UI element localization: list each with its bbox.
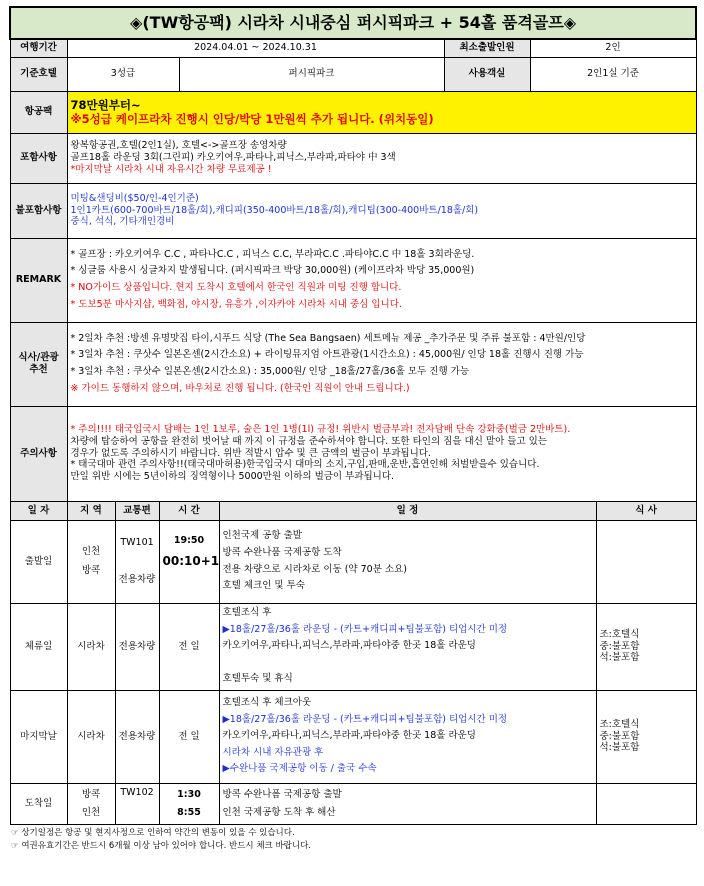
time-line: 8:55	[177, 806, 201, 818]
day-time: 전 일	[159, 690, 219, 783]
day-meal	[596, 783, 696, 824]
caution-line: * 태국대마 관련 주의사항!!(태국대마허용)한국입국시 대마의 소지,구입,판매,운반,흡연인해 처벌받을수 있습니다.	[70, 459, 540, 471]
meal-tour-label	[10, 322, 67, 406]
meal-line: 석:불포함	[599, 742, 640, 754]
footer-note: ☞ 상기일정은 항공 및 현지사정으로 인하여 약간의 변동이 있을 수 있습니다.	[11, 827, 295, 838]
day-time: 전 일	[159, 603, 219, 690]
meal-tour-label-line: 식사/관광	[18, 352, 59, 364]
itinerary-line: ▶수완나품 국제공항 이동 / 출국 수속	[222, 763, 377, 775]
caution-label: 주의사항	[10, 406, 67, 501]
itinerary-line: 카오키여우,파타나,피닉스,부라파,파타야중 한곳 18홀 라운딩	[222, 730, 476, 742]
day-region: 시라차	[67, 690, 115, 783]
region-line: 인천	[81, 806, 101, 818]
hotel-name: 퍼시픽파크	[179, 57, 444, 91]
col-header-itinerary: 일 정	[219, 501, 596, 520]
day-region: 시라차	[67, 603, 115, 690]
itinerary-line: ▶18홀/27홀/36홀 라운딩 - (카트+캐디피+팁불포함) 티업시간 미정	[222, 713, 508, 725]
meal-tour-line: ※ 가이드 동행하지 않으며, 바우처로 진행 됩니다. (한국인 직원이 안내 드립니다.)	[70, 382, 410, 394]
col-header-date: 일 자	[10, 501, 67, 520]
caution-line: * 주의!!!! 태국입국시 담배는 1인 1보루, 술은 1인 1병(1l) 규정! 위반시 벌금부과! 전자담배 단속 강화중(벌금 2만바트).	[70, 423, 571, 435]
meal-line: 중:불포함	[599, 640, 640, 652]
excluded-label: 불포함사항	[10, 183, 67, 238]
itinerary-table	[9, 6, 697, 825]
day-meal	[596, 520, 696, 603]
col-header-transport: 교통편	[115, 501, 159, 520]
min-departure-value: 2인	[530, 39, 696, 57]
itinerary-line: 전용 차량으로 시라차로 이동 (약 70분 소요)	[222, 563, 407, 575]
time-line: 1:30	[177, 789, 201, 801]
day-itinerary	[219, 783, 596, 824]
table-row	[10, 690, 696, 783]
included-box	[67, 133, 696, 183]
meal-line: 조:호텔식	[599, 628, 640, 640]
time-line: 19:50	[173, 535, 205, 547]
col-header-meal: 식 사	[596, 501, 696, 520]
table-row	[10, 783, 696, 824]
region-line: 방콕	[81, 564, 101, 576]
day-transport: TW102	[115, 783, 159, 824]
itinerary-line: 호텔 체크인 및 투숙	[222, 580, 305, 592]
excluded-line: 중식, 석식, 기타개인경비	[70, 216, 175, 228]
meal-tour-line: * 3일차 추천 : 쿠삿수 일본온센(2시간소요) + 라이팅뮤지엄 아트관광(1시간소요) : 45,000원/ 인당 18홀 진행시 진행 가능	[70, 349, 584, 361]
travel-period-value: 2024.04.01 ~ 2024.10.31	[67, 39, 444, 57]
col-header-region: 지 역	[67, 501, 115, 520]
meal-line: 석:불포함	[599, 652, 640, 664]
day-region	[67, 520, 115, 603]
itinerary-line: 인천국제 공항 출발	[222, 530, 302, 542]
remark-line: * 골프장 : 카오키여우 C.C , 파타나C.C , 피닉스 C.C, 부라파C.C .파타야C.C 中 18홀 3회라운딩.	[70, 248, 475, 260]
day-label: 마지막날	[10, 690, 67, 783]
caution-line: 차량에 탑승하여 공항을 완전히 벗어날 때 까지 이 규정을 준수하셔야 합니다. 또한 타인의 짐을 대신 맡아 들고 있는	[70, 435, 547, 447]
day-meal	[596, 603, 696, 690]
itinerary-line: 방콕 수완나폼 국제공항 출발	[222, 789, 342, 801]
airfare-note: ※5성급 케이프라차 진행시 인당/박당 1만원씩 추가 됩니다. (위치동일)	[70, 112, 434, 126]
day-time	[159, 783, 219, 824]
remark-box	[67, 238, 696, 322]
region-line: 방콕	[81, 789, 101, 801]
transport-line: TW101	[120, 537, 154, 549]
excluded-line: 미팅&샌딩비($50/인-4인기준)	[70, 192, 199, 204]
hotel-label: 기준호텔	[10, 57, 67, 91]
meal-line: 중:불포함	[599, 730, 640, 742]
day-label: 도착일	[10, 783, 67, 824]
day-transport	[115, 520, 159, 603]
meal-tour-label-line: 추천	[29, 364, 48, 375]
transport-line: 전용차량	[118, 573, 156, 585]
room-value: 2인1실 기준	[530, 57, 696, 91]
included-line: 골프18홀 라운딩 3회(그린피) 카오키여우,파타나,피닉스,부라파,파타야 中 3색	[70, 152, 396, 164]
airfare-price: 78만원부터~	[70, 97, 141, 112]
itinerary-line: 방콕 수완나품 국제공항 도착	[222, 546, 342, 558]
day-itinerary	[219, 690, 596, 783]
included-line: 왕복항공권,호텔(2인1실), 호텔<->골프장 송영차량	[70, 140, 287, 152]
table-row	[10, 520, 696, 603]
itinerary-line: 호텔조식 후	[222, 606, 272, 618]
caution-box	[67, 406, 696, 501]
day-meal	[596, 690, 696, 783]
airfare-box	[67, 91, 696, 133]
airfare-label: 항공팩	[10, 91, 67, 133]
itinerary-line: 시라차 시내 자유관광 후	[222, 746, 324, 758]
itinerary-line: 인천 국제공항 도착 후 해산	[222, 806, 336, 818]
table-row	[10, 603, 696, 690]
included-line: *마지막날 시라차 시내 자유시간 차량 무료제공 !	[70, 163, 272, 175]
col-header-time: 시 간	[159, 501, 219, 520]
excluded-line: 1인1카트(600-700바트/18홀/회),캐디피(350-400바트/18홀/회),캐디팁(300-400바트/18홀/회)	[70, 204, 479, 216]
excluded-box	[67, 183, 696, 238]
itinerary-line: ▶18홀/27홀/36홀 라운딩 - (카트+캐디피+팁불포함) 티업시간 미정	[222, 623, 508, 635]
day-transport: 전용차량	[115, 603, 159, 690]
day-label: 출발일	[10, 520, 67, 603]
day-itinerary	[219, 603, 596, 690]
time-line: 00:10+1	[162, 554, 220, 569]
page-title: ◈(TW항공팩) 시라차 시내중심 퍼시픽파크 + 54홀 품격골프◈	[10, 7, 696, 39]
remark-line: * 싱글룸 사용시 싱글차지 발생됩니다. (퍼시픽파크 박당 30,000원) (케이프라차 박당 35,000원)	[70, 265, 475, 277]
tour-itinerary-page	[9, 6, 695, 853]
day-label: 체류일	[10, 603, 67, 690]
region-line: 인천	[81, 546, 101, 558]
remark-line: * 도보5분 마사지샵, 백화점, 야시장, 유흥가 ,이자카야 시라차 시내 중심 입니다.	[70, 298, 402, 310]
hotel-grade: 3성급	[67, 57, 179, 91]
room-label: 사용객실	[444, 57, 530, 91]
footer-note: ☞ 여권유효기간은 반드시 6개월 이상 남아 있어야 합니다. 반드시 체크 바랍니다.	[11, 840, 311, 851]
footer-notes	[9, 827, 695, 853]
meal-tour-line: * 2일차 추천 :방센 유명맛집 타이,시푸드 식당 (The Sea Bangsaen) 세트메뉴 제공 _추가주문 및 주류 불포함 : 4만원/인당	[70, 332, 586, 344]
day-region	[67, 783, 115, 824]
itinerary-line: 카오키여우,파타나,피닉스,부라파,파타야중 한곳 18홀 라운딩	[222, 640, 476, 652]
min-departure-label: 최소출발인원	[444, 39, 530, 57]
day-itinerary	[219, 520, 596, 603]
caution-line: 경우가 없도록 주의하시기 바랍니다. 위반 적발시 압수 및 큰 금액의 벌금이 부과됩니다.	[70, 447, 431, 459]
day-transport: 전용차량	[115, 690, 159, 783]
meal-tour-box	[67, 322, 696, 406]
remark-line: * NO가이드 상품입니다. 현지 도착시 호텔에서 한국인 직원과 미팅 진행 합니다.	[70, 282, 402, 293]
travel-period-label: 여행기간	[10, 39, 67, 57]
meal-line: 조:호텔식	[599, 718, 640, 730]
meal-tour-line: * 3일차 추천 : 쿠삿수 일본온센(2시간소요) : 35,000원/ 인당 _18홀/27홀/36홀 모두 진행 가능	[70, 366, 470, 377]
remark-label: REMARK	[10, 238, 67, 322]
itinerary-line: 호텔조식 후 체크아웃	[222, 696, 312, 708]
included-label: 포함사항	[10, 133, 67, 183]
itinerary-line: 호텔투숙 및 휴식	[222, 673, 293, 685]
day-time	[159, 520, 219, 603]
caution-line: 만일 위반 시에는 5년이하의 징역형이나 5000만원 이하의 벌금이 부과됩니다.	[70, 471, 395, 483]
